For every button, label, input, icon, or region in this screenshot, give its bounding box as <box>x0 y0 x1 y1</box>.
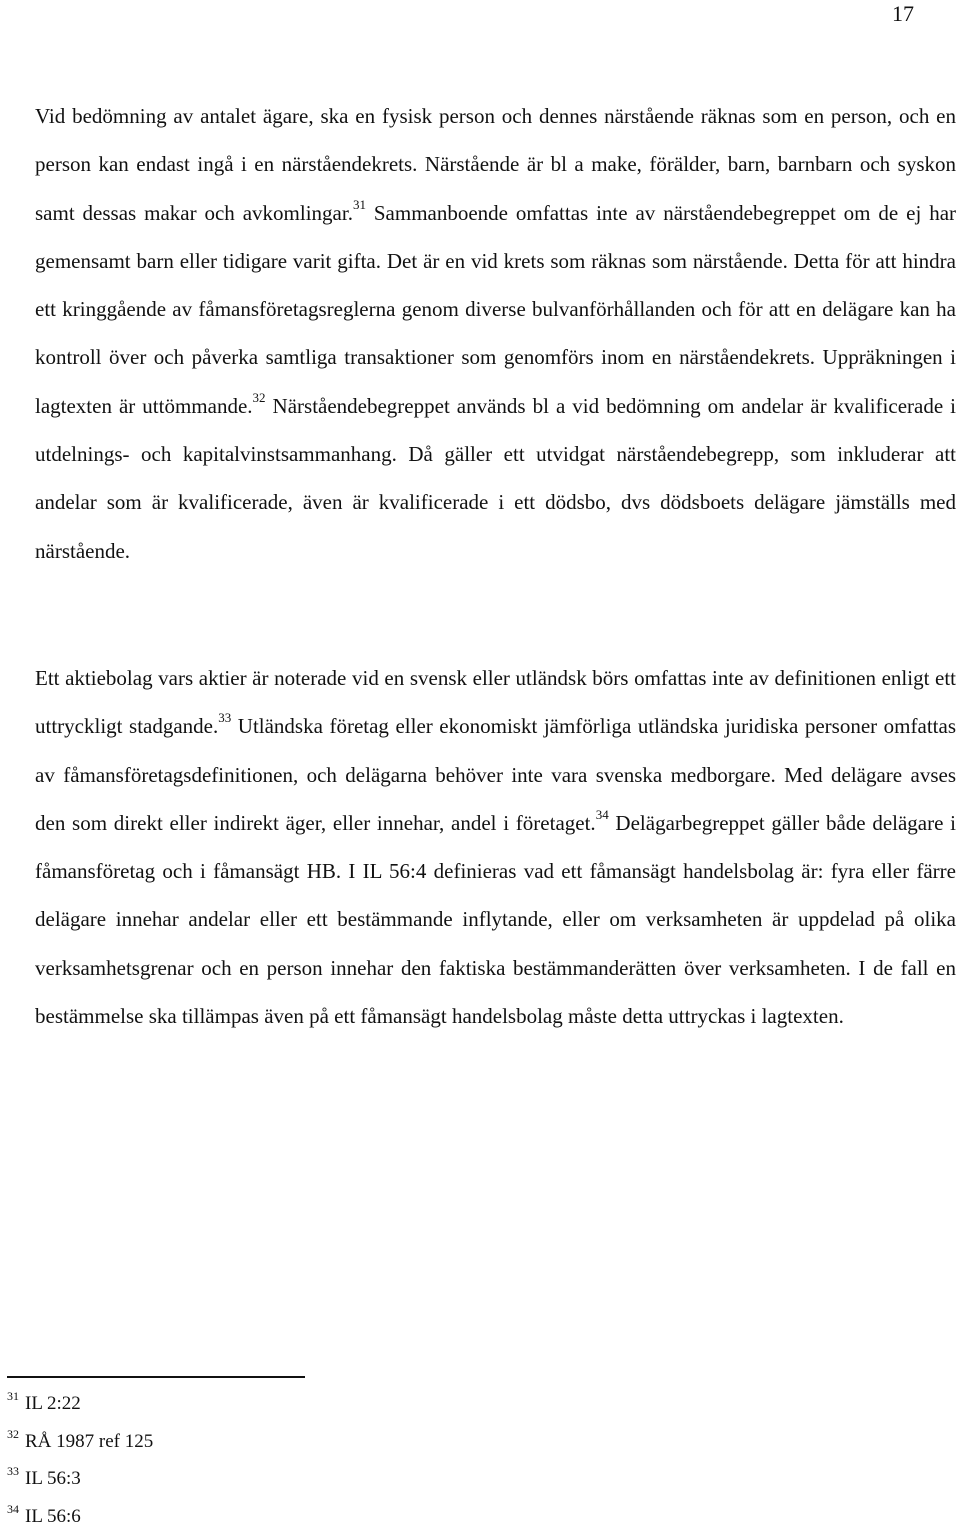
footnote-31 <box>7 1386 153 1424</box>
footnote-separator <box>7 1376 305 1378</box>
footnote-32 <box>7 1424 153 1462</box>
footnote-number: 33 <box>7 1464 19 1478</box>
footnote-text: IL 56:6 <box>25 1506 81 1527</box>
footnote-ref-33[interactable]: 33 <box>218 710 231 725</box>
footnote-ref-32[interactable]: 32 <box>253 390 266 405</box>
footnote-number: 31 <box>7 1389 19 1403</box>
footnote-ref-31[interactable]: 31 <box>353 197 366 212</box>
paragraph-1-text-3: Närståendebegreppet används bl a vid bedömning om andelar är kvalificerade i utdelnings- och kapitalvinstsammanhang. Då gäller ett utvidgat närståendebegrepp, som inkluderar att andelar som är kvalificerade, även är kvalificerade i ett dödsbo, dvs dödsboets delägare jämställs med närstående. <box>35 394 956 563</box>
footnote-33 <box>7 1461 153 1499</box>
footnote-text: RÅ 1987 ref 125 <box>25 1431 153 1452</box>
paragraph-1-text-2: Sammanboende omfattas inte av närståendebegreppet om de ej har gemensamt barn eller tidigare varit gifta. Det är en vid krets som räknas som närstående. Detta för att hindra ett kringgående av fåmansföretagsreglerna genom diverse bulvanförhållanden och för att en delägare kan ha kontroll över och påverka samtliga transaktioner som genomförs inom en närståendekrets. Uppräkningen i lagtexten är uttömmande. <box>35 201 956 418</box>
paragraph-1 <box>35 92 956 575</box>
footnote-number: 32 <box>7 1427 19 1441</box>
paragraph-2-text-2: Utländska företag eller ekonomiskt jämförliga utländska juridiska personer omfattas av fåmansföretagsdefinitionen, och delägarna behöver inte vara svenska medborgare. Med delägare avses den som direkt eller indirekt äger, eller innehar, andel i företaget. <box>35 714 956 835</box>
footnote-text: IL 56:3 <box>25 1468 81 1489</box>
footnote-34 <box>7 1499 153 1536</box>
paragraph-2 <box>35 654 956 1040</box>
page-number: 17 <box>892 0 914 28</box>
footnote-text: IL 2:22 <box>25 1393 81 1414</box>
footnote-list <box>7 1386 153 1536</box>
paragraph-2-text-3: Delägarbegreppet gäller både delägare i fåmansföretag och i fåmansägt HB. I IL 56:4 definieras vad ett fåmansägt handelsbolag är: fyra eller färre delägare innehar andelar eller ett bestämmande inflytande, eller om verksamheten är uppdelad på olika verksamhetsgrenar och en person innehar den faktiska bestämmanderätten över verksamheten. I de fall en bestämmelse ska tillämpas även på ett fåmansägt handelsbolag måste detta uttryckas i lagtexten. <box>35 811 956 1028</box>
footnote-ref-34[interactable]: 34 <box>596 807 609 822</box>
paragraph-1-text-1: Vid bedömning av antalet ägare, ska en fysisk person och dennes närstående räknas som en person, och en person kan endast ingå i en närståendekrets. Närstående är bl a make, förälder, barn, barnbarn och syskon samt dessas makar och avkomlingar. <box>35 104 956 225</box>
footnote-number: 34 <box>7 1502 19 1516</box>
paragraph-2-text-1: Ett aktiebolag vars aktier är noterade vid en svensk eller utländsk börs omfattas inte av definitionen enligt ett uttryckligt stadgande. <box>35 666 956 738</box>
